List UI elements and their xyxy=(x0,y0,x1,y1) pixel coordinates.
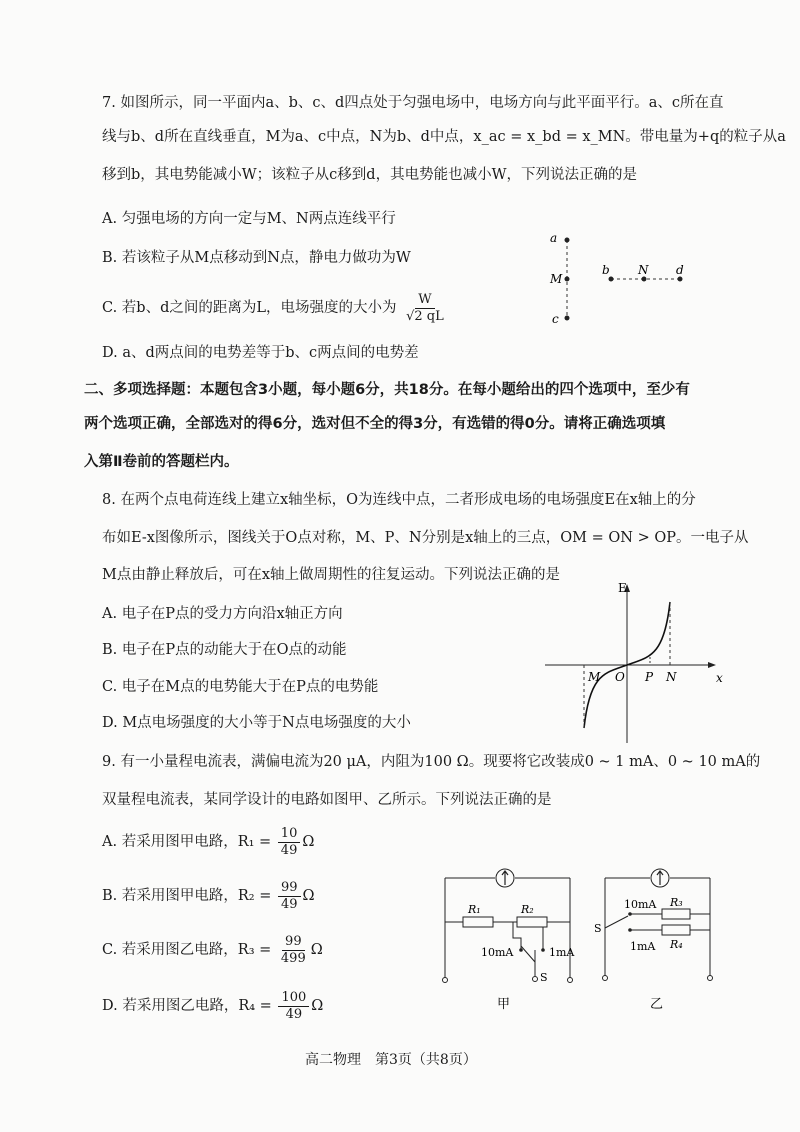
contact-10ma-icon xyxy=(519,948,523,952)
q9-option-a-numerator: 10 xyxy=(278,826,301,843)
label-b: b xyxy=(602,263,610,277)
circuit-yi xyxy=(590,858,725,1018)
point-b xyxy=(609,277,614,282)
q9-option-d-numerator: 100 xyxy=(278,990,309,1007)
q8-e-x-graph xyxy=(540,578,725,748)
caption-yi: 乙 xyxy=(650,997,664,1012)
resistor-r3-icon xyxy=(662,909,690,919)
section2-line2: 两个选项正确，全部选对的得6分，选对但不全的得3分，有选错的得0分。请将正确选项填 xyxy=(84,416,666,432)
q9-stem-line2: 双量程电流表，某同学设计的电路如图甲、乙所示。下列说法正确的是 xyxy=(102,792,552,808)
q8-stem-line1: 8. 在两个点电荷连线上建立x轴坐标，O为连线中点，二者形成电场的电场强度E在x轴上的分 xyxy=(102,492,696,508)
circuit-jia xyxy=(435,858,585,1018)
point-m xyxy=(565,277,570,282)
q7-option-b: B. 若该粒子从M点移动到N点，静电力做功为W xyxy=(102,250,411,266)
q7-option-c-text: C. 若b、d之间的距离为L，电场强度的大小为 xyxy=(102,300,397,316)
q7-option-c xyxy=(102,288,449,328)
contact-1ma-icon xyxy=(628,928,632,932)
circuit-yi-wires xyxy=(605,878,710,976)
label-1ma: 1mA xyxy=(549,946,575,959)
label-10ma: 10mA xyxy=(481,946,514,959)
point-c xyxy=(565,316,570,321)
q9-option-c xyxy=(102,930,323,970)
label-1ma: 1mA xyxy=(630,940,656,953)
label-x: x xyxy=(716,671,723,685)
q9-option-d-fraction xyxy=(278,990,309,1023)
q7-stem-line3: 移到b，其电势能减小W；该粒子从c移到d，其电势能也减小W，下列说法正确的是 xyxy=(102,167,637,183)
resistor-r2-icon xyxy=(517,917,547,927)
q9-option-d-unit: Ω xyxy=(311,998,324,1014)
q9-stem-line1: 9. 有一小量程电流表，满偏电流为20 μA，内阻为100 Ω。现要将它改装成0 ~ 1 mA、0 ~ 10 mA的 xyxy=(102,754,761,770)
q7-option-d: D. a、d两点间的电势差等于b、c两点间的电势差 xyxy=(102,345,419,361)
q9-option-d xyxy=(102,986,323,1026)
q9-option-b-denominator: 49 xyxy=(280,896,298,912)
q8-option-a: A. 电子在P点的受力方向沿x轴正方向 xyxy=(102,606,343,622)
q9-option-a-fraction xyxy=(278,826,301,859)
label-r3: R₃ xyxy=(670,896,683,909)
label-r2: R₂ xyxy=(521,903,534,916)
q8-option-d: D. M点电场强度的大小等于N点电场强度的大小 xyxy=(102,715,411,731)
q8-stem-line2: 布如E-x图像所示，图线关于O点对称，M、P、N分别是x轴上的三点，OM = ON > OP。一电子从 xyxy=(102,530,749,546)
label-c: c xyxy=(552,312,559,326)
q8-option-c: C. 电子在M点的电势能大于在P点的电势能 xyxy=(102,679,379,695)
q9-option-b xyxy=(102,876,315,916)
label-s: S xyxy=(540,971,548,984)
label-o: O xyxy=(615,670,625,684)
q8-option-b: B. 电子在P点的动能大于在O点的动能 xyxy=(102,642,347,658)
resistor-r1-icon xyxy=(463,917,493,927)
q9-option-d-denominator: 49 xyxy=(285,1006,303,1022)
q7-stem-line2: 线与b、d所在直线垂直，M为a、c中点，N为b、d中点，x_ac = x_bd = x_MN。带电量为+q的粒子从a xyxy=(102,129,786,145)
caption-jia: 甲 xyxy=(497,997,511,1012)
label-d: d xyxy=(676,263,684,277)
page-footer: 高二物理 第3页（共8页） xyxy=(305,1052,477,1068)
x-axis-arrow xyxy=(708,662,716,668)
contact-10ma-icon xyxy=(628,912,632,916)
q9-option-c-prefix: C. 若采用图乙电路，R₃ = xyxy=(102,942,272,958)
label-n: N xyxy=(666,670,677,684)
q9-option-c-fraction xyxy=(278,934,309,967)
q9-option-b-fraction xyxy=(278,880,301,913)
point-a xyxy=(565,238,570,243)
q8-stem-line3: M点由静止释放后，可在x轴上做周期性的往复运动。下列说法正确的是 xyxy=(102,567,561,583)
label-p: P xyxy=(645,670,654,684)
q7-point-diagram xyxy=(540,228,710,328)
label-r1: R₁ xyxy=(468,903,481,916)
q7-option-a: A. 匀强电场的方向一定与M、N两点连线平行 xyxy=(102,211,396,227)
q9-option-b-prefix: B. 若采用图甲电路，R₂ = xyxy=(102,888,272,904)
point-n xyxy=(642,277,647,282)
q9-option-a-unit: Ω xyxy=(302,834,315,850)
switch-terminal-icon xyxy=(533,977,538,982)
label-n: N xyxy=(638,263,649,277)
q7-stem-line1: 7. 如图所示，同一平面内a、b、c、d四点处于匀强电场中，电场方向与此平面平行。a、c所在直 xyxy=(102,95,724,111)
q7-option-c-numerator: W xyxy=(415,292,434,309)
q9-option-c-unit: Ω xyxy=(310,942,323,958)
q7-option-c-denominator: √2 qL xyxy=(406,308,444,324)
q9-option-c-numerator: 99 xyxy=(282,934,305,951)
label-s: S xyxy=(594,922,602,935)
label-r4: R₄ xyxy=(670,938,683,951)
contact-1ma-icon xyxy=(541,948,545,952)
label-10ma: 10mA xyxy=(624,898,657,911)
terminal-left-icon xyxy=(603,976,608,981)
q9-option-a-denominator: 49 xyxy=(280,842,298,858)
circuit-jia-wires xyxy=(445,878,570,978)
label-m: M xyxy=(550,272,563,286)
terminal-right-icon xyxy=(708,976,713,981)
section2-line3: 入第Ⅱ卷前的答题栏内。 xyxy=(84,454,239,470)
terminal-left-icon xyxy=(443,978,448,983)
section2-line1: 二、多项选择题：本题包含3小题，每小题6分，共18分。在每小题给出的四个选项中，至少有 xyxy=(84,382,690,398)
q7-option-c-fraction xyxy=(403,292,447,325)
q9-option-b-numerator: 99 xyxy=(278,880,301,897)
q9-option-d-prefix: D. 若采用图乙电路，R₄ = xyxy=(102,998,272,1014)
q9-option-a xyxy=(102,822,314,862)
label-m: M xyxy=(588,670,601,684)
q9-option-c-denominator: 499 xyxy=(280,950,306,966)
q9-option-b-unit: Ω xyxy=(302,888,315,904)
label-a: a xyxy=(550,231,558,245)
q9-option-a-prefix: A. 若采用图甲电路，R₁ = xyxy=(102,834,272,850)
label-e: E xyxy=(618,581,627,595)
terminal-right-icon xyxy=(568,978,573,983)
resistor-r4-icon xyxy=(662,925,690,935)
point-d xyxy=(678,277,683,282)
